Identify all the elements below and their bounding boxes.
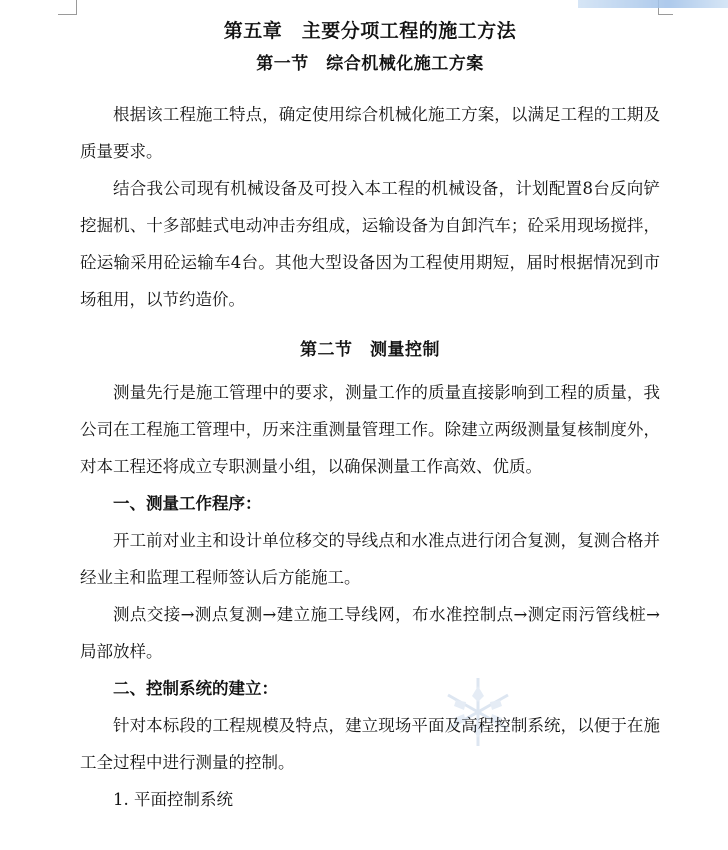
list-item: 1. 平面控制系统	[113, 790, 233, 809]
watermark-band	[578, 0, 728, 8]
paragraph: 针对本标段的工程规模及特点，建立现场平面及高程控制系统，以便于在施工全过程中进行测量的控制。	[80, 716, 660, 772]
subsection-heading-1: 一、测量工作程序：	[113, 494, 262, 513]
chapter-title: 第五章 主要分项工程的施工方法	[223, 20, 517, 42]
section-title-1: 第一节 综合机械化施工方案	[256, 54, 484, 74]
paragraph: 开工前对业主和设计单位移交的导线点和水准点进行闭合复测，复测合格并经业主和监理工程师签认后方能施工。	[80, 531, 660, 587]
paragraph: 测量先行是施工管理中的要求，测量工作的质量直接影响到工程的质量，我公司在工程施工管理中，历来注重测量管理工作。除建立两级测量复核制度外，对本工程还将成立专职测量小组，以确保测量工作高效、优质。	[80, 383, 660, 476]
section-title-2: 第二节 测量控制	[300, 340, 440, 360]
page-corner-mark-left	[58, 0, 77, 15]
paragraph: 根据该工程施工特点，确定使用综合机械化施工方案，以满足工程的工期及质量要求。	[80, 105, 660, 161]
document-body	[80, 8, 660, 818]
subsection-heading-2: 二、控制系统的建立：	[113, 679, 278, 698]
paragraph: 测点交接→测点复测→建立施工导线网，布水准控制点→测定雨污管线桩→局部放样。	[80, 605, 660, 661]
paragraph: 结合我公司现有机械设备及可投入本工程的机械设备，计划配置8台反向铲挖掘机、十多部蛙式电动冲击夯组成，运输设备为自卸汽车；砼采用现场搅拌，砼运输采用砼运输车4台。其他大型设备因为工程使用期短，届时根据情况到市场租用，以节约造价。	[80, 179, 660, 309]
